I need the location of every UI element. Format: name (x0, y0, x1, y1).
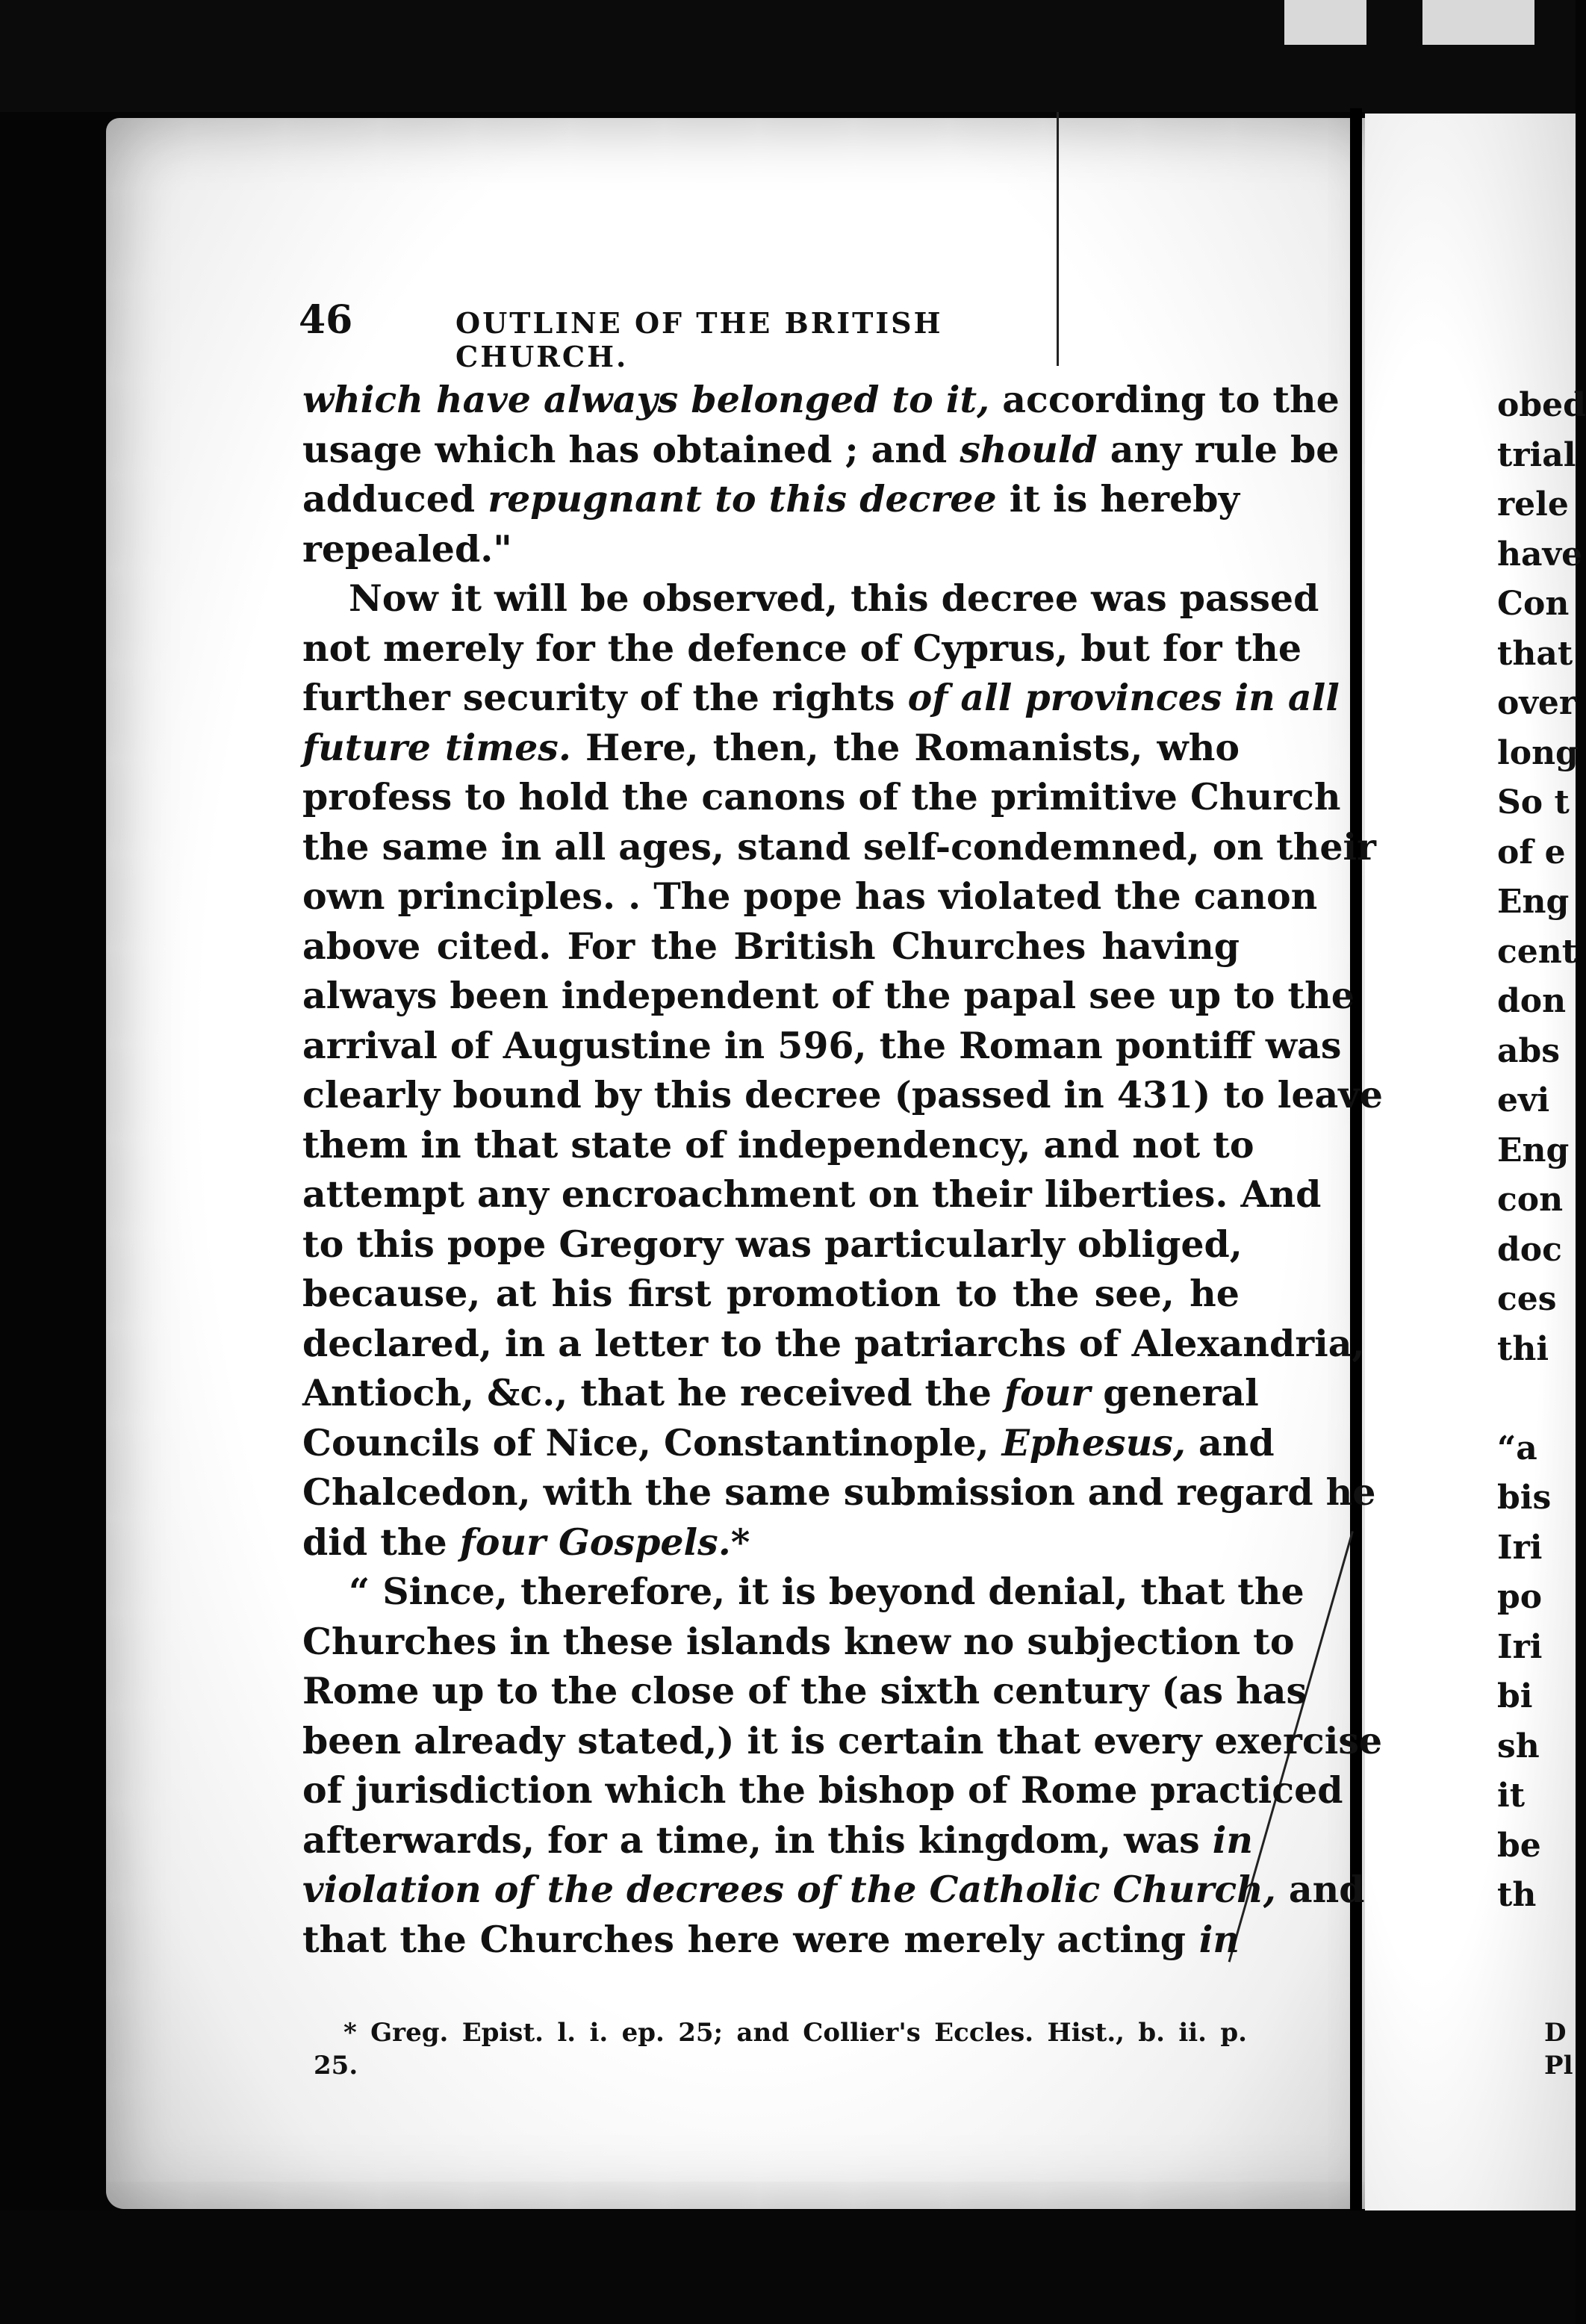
text-line (302, 772, 1341, 822)
italic-text: violation of the decrees of the Catholic Church, (302, 1868, 1276, 1911)
right-page-fragment: bis (1497, 1479, 1552, 1517)
right-page-fragment: Iri (1497, 1528, 1543, 1567)
footnote (314, 2016, 1247, 2082)
italic-text: four Gospels.* (459, 1520, 750, 1564)
text-run: always been independent of the papal see up to the (302, 974, 1355, 1017)
text-line (302, 1169, 1322, 1220)
text-line (302, 1915, 1240, 1965)
text-run: them in that state of independency, and not to (302, 1122, 1254, 1166)
right-page-fragment: Eng (1497, 1131, 1570, 1169)
right-page-fragment: evi (1497, 1081, 1550, 1119)
text-run: adduced (302, 477, 488, 521)
text-run: according to the (989, 378, 1340, 421)
running-title: OUTLINE OF THE BRITISH CHURCH. (455, 306, 943, 373)
text-run: repealed." (302, 526, 512, 571)
text-line (302, 922, 1240, 972)
text-run: that the Churches here were merely acting (302, 1917, 1199, 1961)
text-line (302, 1021, 1342, 1071)
text-line (302, 1319, 1365, 1369)
italic-text: future times. (302, 725, 571, 769)
right-page-fragment: con (1497, 1181, 1564, 1219)
text-line (302, 1666, 1307, 1716)
text-run: Antioch, &c., that he received the (302, 1371, 1005, 1414)
right-page-fragment: of e (1497, 833, 1566, 872)
right-page-fragment: Eng (1497, 883, 1570, 921)
body-text (302, 375, 1383, 1964)
text-run: Here, then, the Romanists, who (570, 725, 1240, 769)
right-page-fragment: have (1497, 535, 1583, 574)
italic-text: in (1198, 1917, 1240, 1961)
right-page-fragment: long (1497, 733, 1579, 772)
text-run: usage which has obtained ; and (302, 427, 960, 471)
right-page-fragment: trial (1497, 435, 1576, 474)
italic-text: which have always belonged to it, (302, 378, 990, 421)
right-page-text-fragments (1497, 381, 1586, 1921)
italic-text: in (1212, 1818, 1254, 1862)
right-page-fragment: don (1497, 982, 1567, 1020)
text-line (302, 1120, 1254, 1170)
text-line (302, 1716, 1383, 1766)
italic-text: Ephesus, (1001, 1420, 1186, 1464)
right-page-fragment: th (1497, 1876, 1537, 1914)
text-run: profess to hold the canons of the primitive Church (302, 775, 1341, 818)
text-run: declared, in a letter to the patriarchs of Alexandria, (302, 1321, 1365, 1365)
text-line (302, 673, 1340, 723)
text-run: own principles. . The pope has violated the canon (302, 874, 1318, 918)
text-run: the same in all ages, stand self-condemned, on their (302, 824, 1376, 869)
right-page-fragment: it (1497, 1777, 1526, 1815)
right-page-fragment: “a (1497, 1429, 1537, 1467)
text-run: of jurisdiction which the bishop of Rome practiced (302, 1768, 1343, 1812)
right-page-fragment: over (1497, 684, 1577, 722)
text-line (302, 425, 1340, 475)
text-line (302, 1765, 1343, 1815)
text-run: afterwards, for a time, in this kingdom, was (302, 1818, 1213, 1862)
text-run: general (1090, 1371, 1259, 1414)
text-run: “ Since, therefore, it is beyond denial, that the (349, 1570, 1304, 1613)
text-run: any rule be (1097, 427, 1340, 471)
running-head (299, 297, 1068, 373)
italic-text: four (1004, 1371, 1091, 1414)
text-line (302, 474, 1240, 524)
scan-bottom-border (0, 2210, 1576, 2324)
text-run: arrival of Augustine in 596, the Roman pontiff was (302, 1023, 1342, 1067)
right-page-fragment: that (1497, 634, 1573, 673)
right-page-fragment: So t (1497, 783, 1570, 821)
text-line (302, 574, 1319, 624)
text-line (302, 1517, 1240, 1568)
text-run: attempt any encroachment on their liberties. And (302, 1172, 1322, 1216)
text-line (302, 624, 1302, 674)
text-line (302, 1070, 1383, 1120)
text-run: did the (302, 1520, 460, 1564)
right-page-fragment: doc (1497, 1230, 1562, 1269)
right-page-fragment: po (1497, 1578, 1543, 1616)
text-line (302, 375, 1340, 425)
text-run: Councils of Nice, Constantinople, (302, 1420, 1002, 1464)
text-line (302, 872, 1318, 922)
text-run: Churches in these islands knew no subjection to (302, 1619, 1295, 1663)
text-run: not merely for the defence of Cyprus, but for the (302, 626, 1302, 670)
text-run: and (1185, 1420, 1275, 1464)
text-line (302, 1567, 1304, 1617)
right-page-fragment: rele (1497, 485, 1569, 523)
right-page-foot-fragment: D (1544, 2018, 1567, 2048)
right-page-fragment: Iri (1497, 1627, 1543, 1666)
text-run: further security of the rights (302, 676, 908, 719)
text-line (302, 1467, 1376, 1517)
right-page-fragment: sh (1497, 1727, 1540, 1765)
right-page-fragment: cent (1497, 932, 1578, 971)
text-run: clearly bound by this decree (passed in 431) to leave (302, 1073, 1383, 1116)
right-page-foot-fragment: Pl (1544, 2051, 1573, 2081)
italic-text: of all provinces in all (907, 676, 1340, 719)
text-line (302, 1865, 1365, 1915)
text-line (302, 822, 1376, 872)
text-line (302, 524, 1240, 574)
text-line (302, 971, 1355, 1021)
text-run: because, at his first promotion to the see, he (302, 1272, 1240, 1315)
text-line (302, 1418, 1275, 1468)
italic-text: repugnant to this decree (488, 477, 997, 521)
text-run: above cited. For the British Churches having (302, 924, 1240, 968)
text-run: Chalcedon, with the same submission and regard he (302, 1470, 1376, 1514)
scan-torn-edge (1284, 0, 1366, 45)
footnote-line: * Greg. Epist. l. i. ep. 25; and Collier's Eccles. Hist., b. ii. p. (343, 2018, 1247, 2048)
text-line (302, 1815, 1254, 1865)
text-line (302, 1368, 1259, 1418)
right-page-fragment: obed (1497, 386, 1586, 424)
right-page-fragment: abs (1497, 1031, 1561, 1070)
text-run: Now it will be observed, this decree was passed (349, 577, 1319, 620)
right-page-footnote-fragments (1544, 2016, 1573, 2082)
right-page-fragment: bi (1497, 1677, 1533, 1715)
right-page-fragment (1497, 1374, 1576, 1424)
text-line (302, 1269, 1240, 1319)
text-run: been already stated,) it is certain that every exercise (302, 1718, 1383, 1762)
italic-text: should (960, 427, 1098, 471)
footnote-line: 25. (314, 2051, 358, 2081)
right-page-fragment: thi (1497, 1329, 1549, 1368)
text-run: Rome up to the close of the sixth century (as has (302, 1669, 1307, 1712)
text-line (302, 1220, 1243, 1270)
text-line (302, 723, 1240, 773)
text-run: to this pope Gregory was particularly obliged, (302, 1222, 1243, 1266)
page-number: 46 (299, 297, 353, 343)
right-page-fragment: Con (1497, 585, 1570, 623)
right-page-fragment: be (1497, 1826, 1541, 1865)
text-line (302, 1617, 1295, 1667)
right-page-fragment: ces (1497, 1280, 1557, 1318)
scan-torn-edge (1422, 0, 1534, 45)
text-run: and (1275, 1868, 1365, 1911)
text-run: it is hereby (996, 477, 1240, 521)
